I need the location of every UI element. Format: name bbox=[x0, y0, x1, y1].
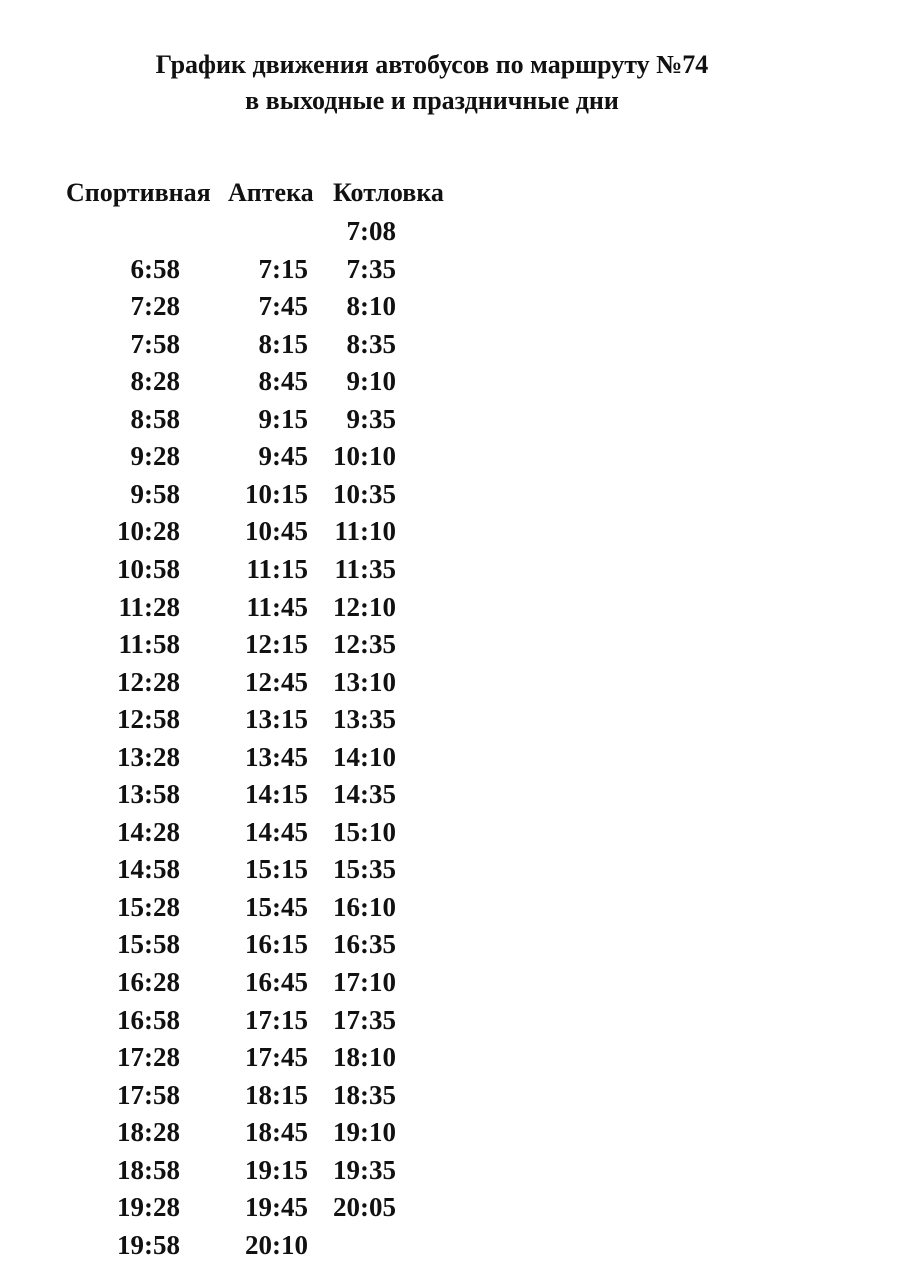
time-kotlovka: 15:10 bbox=[333, 816, 396, 847]
time-kotlovka: 19:10 bbox=[333, 1117, 396, 1148]
time-kotlovka: 16:10 bbox=[333, 891, 396, 922]
time-kotlovka: 15:35 bbox=[333, 854, 396, 885]
time-apteka: 15:15 bbox=[245, 854, 308, 885]
time-apteka: 7:15 bbox=[258, 253, 308, 284]
time-sportivnaya: 17:58 bbox=[117, 1079, 180, 1110]
time-kotlovka: 13:35 bbox=[333, 704, 396, 735]
time-sportivnaya: 14:58 bbox=[117, 854, 180, 885]
time-kotlovka: 18:10 bbox=[333, 1042, 396, 1073]
time-apteka: 12:15 bbox=[245, 629, 308, 660]
time-sportivnaya: 13:58 bbox=[117, 779, 180, 810]
time-kotlovka: 14:35 bbox=[333, 779, 396, 810]
time-sportivnaya: 9:28 bbox=[130, 441, 180, 472]
time-apteka: 11:45 bbox=[246, 591, 308, 622]
column-header-kotlovka: Котловка bbox=[333, 178, 444, 207]
time-kotlovka: 10:10 bbox=[333, 441, 396, 472]
time-sportivnaya: 12:28 bbox=[117, 666, 180, 697]
document-subtitle: в выходные и праздничные дни bbox=[245, 86, 619, 115]
time-sportivnaya: 16:28 bbox=[117, 967, 180, 997]
time-kotlovka: 9:35 bbox=[346, 403, 396, 434]
time-kotlovka: 13:10 bbox=[333, 666, 396, 697]
time-kotlovka: 7:35 bbox=[346, 253, 396, 284]
time-sportivnaya: 8:28 bbox=[130, 366, 180, 397]
time-apteka: 18:45 bbox=[245, 1117, 308, 1148]
time-sportivnaya: 10:28 bbox=[117, 516, 180, 547]
time-sportivnaya: 15:58 bbox=[117, 929, 180, 960]
time-kotlovka: 10:35 bbox=[333, 478, 396, 509]
time-apteka: 12:45 bbox=[245, 666, 308, 697]
column-header-apteka: Аптека bbox=[228, 178, 314, 207]
time-kotlovka: 11:35 bbox=[334, 553, 396, 584]
time-sportivnaya: 18:58 bbox=[117, 1154, 180, 1185]
time-kotlovka: 7:08 bbox=[346, 216, 396, 246]
document-title: График движения автобусов по маршруту №74 bbox=[155, 50, 709, 79]
time-apteka: 14:45 bbox=[245, 816, 308, 847]
column-header-sportivnaya: Спортивная bbox=[66, 178, 211, 207]
time-sportivnaya: 11:58 bbox=[118, 629, 180, 660]
time-kotlovka: 17:35 bbox=[333, 1004, 396, 1035]
time-apteka: 11:15 bbox=[246, 553, 308, 584]
time-apteka: 13:45 bbox=[245, 741, 308, 772]
time-apteka: 8:45 bbox=[258, 366, 308, 397]
time-sportivnaya: 19:28 bbox=[117, 1192, 180, 1223]
time-kotlovka: 14:10 bbox=[333, 741, 396, 772]
time-apteka: 17:45 bbox=[245, 1042, 308, 1073]
time-sportivnaya: 16:58 bbox=[117, 1004, 180, 1035]
time-sportivnaya: 13:28 bbox=[117, 741, 180, 772]
time-apteka: 7:45 bbox=[258, 291, 308, 322]
time-kotlovka: 8:35 bbox=[346, 328, 396, 359]
time-sportivnaya: 8:58 bbox=[130, 403, 180, 434]
time-sportivnaya: 10:58 bbox=[117, 553, 180, 584]
time-apteka: 10:15 bbox=[245, 478, 308, 509]
time-sportivnaya: 11:28 bbox=[118, 591, 180, 622]
time-kotlovka: 8:10 bbox=[346, 291, 396, 322]
time-sportivnaya: 7:58 bbox=[130, 328, 180, 359]
time-sportivnaya: 15:28 bbox=[117, 891, 180, 922]
time-kotlovka: 9:10 bbox=[346, 366, 396, 397]
time-sportivnaya: 17:28 bbox=[117, 1042, 180, 1073]
time-sportivnaya: 7:28 bbox=[130, 291, 180, 322]
time-kotlovka: 19:35 bbox=[333, 1154, 396, 1185]
time-apteka: 16:15 bbox=[245, 929, 308, 960]
time-apteka: 9:45 bbox=[258, 441, 308, 472]
time-kotlovka: 16:35 bbox=[333, 929, 396, 960]
time-kotlovka: 20:05 bbox=[333, 1192, 396, 1223]
time-sportivnaya: 14:28 bbox=[117, 816, 180, 847]
time-apteka: 13:15 bbox=[245, 704, 308, 735]
time-apteka: 16:45 bbox=[245, 967, 308, 997]
time-apteka: 19:45 bbox=[245, 1192, 308, 1223]
time-kotlovka: 11:10 bbox=[334, 516, 396, 547]
time-apteka: 20:10 bbox=[245, 1229, 308, 1260]
time-kotlovka: 18:35 bbox=[333, 1079, 396, 1110]
time-apteka: 10:45 bbox=[245, 516, 308, 547]
time-sportivnaya: 6:58 bbox=[130, 253, 180, 284]
time-apteka: 18:15 bbox=[245, 1079, 308, 1110]
time-sportivnaya: 18:28 bbox=[117, 1117, 180, 1148]
time-apteka: 19:15 bbox=[245, 1154, 308, 1185]
time-apteka: 14:15 bbox=[245, 779, 308, 810]
time-apteka: 15:45 bbox=[245, 891, 308, 922]
time-apteka: 8:15 bbox=[258, 328, 308, 359]
time-sportivnaya: 9:58 bbox=[130, 478, 180, 509]
time-kotlovka: 12:10 bbox=[333, 591, 396, 622]
time-sportivnaya: 19:58 bbox=[117, 1229, 180, 1260]
time-sportivnaya: 12:58 bbox=[117, 704, 180, 735]
time-kotlovka: 12:35 bbox=[333, 629, 396, 660]
time-apteka: 9:15 bbox=[258, 403, 308, 434]
time-kotlovka: 17:10 bbox=[333, 967, 396, 997]
time-apteka: 17:15 bbox=[245, 1004, 308, 1035]
